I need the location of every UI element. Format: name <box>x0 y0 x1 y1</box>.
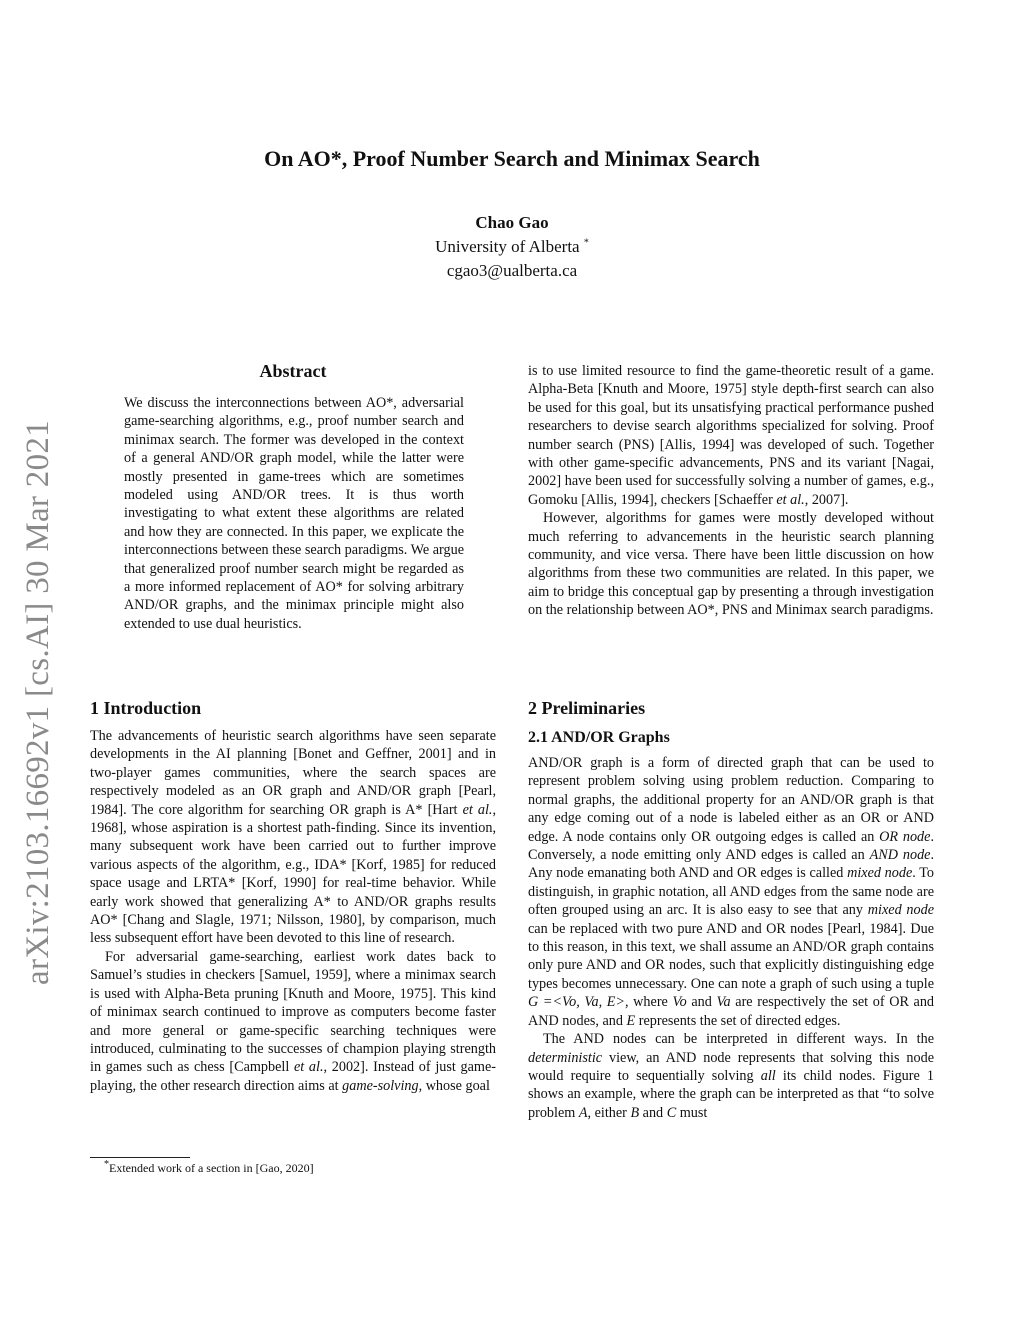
paper-title: On AO*, Proof Number Search and Minimax Search <box>264 146 760 171</box>
intro-paragraph-1: The advancements of heuristic search algorithms have seen separate developments in the AI planning [Bonet and Geffner, 2001] and in two-player games communities, where the search spaces are respectively modeled as an OR graph and AND/OR graph [Pearl, 1984]. The core algorithm for searching OR graph is A* [Hart et al., 1968], whose aspiration is a shortest path-finding. Since its invention, many subsequent work have been carried out to further improve various aspects of the algorithm, e.g., IDA* [Korf, 1985] for reduced space usage and LRTA* [Korf, 1990] for real-time behavior. While early work showed that generalizing A* to AND/OR graphs results AO* [Chang and Slagle, 1971; Nilsson, 1980], by comparison, much less subsequent effort have been devoted to this line of research. <box>90 728 497 947</box>
intro-paragraph-3: However, algorithms for games were mostly developed without much referring to advancements in the heuristic search planning community, and vice versa. There have been little discussion on how algorithms from these two communities are related. In this paper, we aim to bridge this conceptual gap by presenting a through investigation on the relationship between AO*, PNS and Minimax search paradigms. <box>528 510 934 619</box>
prelim-paragraph-1: AND/OR graph is a form of directed graph that can be used to represent problem solving using problem reduction. Comparing to normal graphs, the additional property for an AND/OR graph is that any edge coming out of a node is labeled either as an OR or AND edge. A node contains only OR outgoing edges is called an OR node. Conversely, a node emitting only AND edges is called an AND node. Any node emanating both AND and OR edges is called mixed node. To distinguish, in graphic notation, all AND edges from the same node are often grouped using an arc. It is also easy to see that any mixed node can be replaced with two pure AND and OR nodes [Pearl, 1984]. Due to this reason, in this text, we shall assume an AND/OR graph contains only pure AND and OR nodes, such that explicitly distinguishing edge types becomes unnecessary. One can note a graph of such using a tuple G =<Vo, Va, E>, where Vo and Va are respectively the set of OR and AND nodes, and E represents the set of directed edges. <box>528 755 935 1029</box>
footnote: *Extended work of a section in [Gao, 2020] <box>104 1159 314 1175</box>
affiliation-footnote-mark: * <box>583 237 589 249</box>
right-column-continuation <box>528 362 934 620</box>
preliminaries-body <box>528 754 934 1122</box>
footnote-divider <box>90 1157 190 1158</box>
intro-paragraph-2: For adversarial game-searching, earliest work dates back to Samuel’s studies in checkers [Samuel, 1959], where a minimax search is used with Alpha-Beta pruning [Knuth and Moore, 1975]. This kind of minimax search continued to improve as computers become faster and more general or game-specific searching techniques were introduced, culminating to the successes of champion playing strength in games such as chess [Campbell et al., 2002]. Instead of just game-playing, the other research direction aims at game-solving, whose goal <box>90 948 496 1094</box>
introduction-body <box>90 727 496 1095</box>
subsection-and-or-graphs-heading: 2.1 AND/OR Graphs <box>528 729 670 746</box>
section-preliminaries-heading: 2 Preliminaries <box>528 698 646 718</box>
intro-continued-paragraph: is to use limited resource to find the game-theoretic result of a game. Alpha-Beta [Knuth and Moore, 1975] style depth-first search can also be used for this goal, but its unsatisfying practical performance pushed researchers to devise search algorithms specialized for solving. Proof number search (PNS) [Allis, 1994] was developed of such. Together with other game-specific advancements, PNS and its variant [Nagai, 2002] have been used for successfully solving a number of games, e.g., Gomoku [Allis, 1994], checkers [Schaeffer et al., 2007]. <box>528 363 934 508</box>
abstract-heading: Abstract <box>259 361 327 381</box>
arxiv-identifier: arXiv:2103.16692v1 [cs.AI] 30 Mar 2021 <box>20 420 56 985</box>
abstract-text: We discuss the interconnections between AO*, adversarial game-searching algorithms, e.g., proof number search and minimax search. The former was developed in the context of a general AND/OR graph model, while the latter were mostly presented in game-trees which are sometimes modeled using AND/OR trees. It is thus worth investigating to what extent these algorithms are related and how they are connected. In this paper, we explicate the interconnections between these search paradigms. We argue that generalized proof number search might be regarded as a more informed replacement of AO* for solving arbitrary AND/OR graphs, and the minimax principle might also extended to use dual heuristics. <box>124 395 464 632</box>
tuple-notation: G =<Vo, Va, E> <box>528 994 625 1011</box>
author-name: Chao Gao <box>475 213 549 232</box>
section-introduction-heading: 1 Introduction <box>90 698 202 718</box>
author-email[interactable]: cgao3@ualberta.ca <box>446 261 578 280</box>
prelim-paragraph-2: The AND nodes can be interpreted in different ways. In the deterministic view, an AND node represents that solving this node would require to sequentially solving all its child nodes. Figure 1 shows an example, where the graph can be interpreted as that “to solve problem A, either B and C must <box>528 1031 935 1121</box>
author-affiliation: University of Alberta * <box>435 237 589 256</box>
